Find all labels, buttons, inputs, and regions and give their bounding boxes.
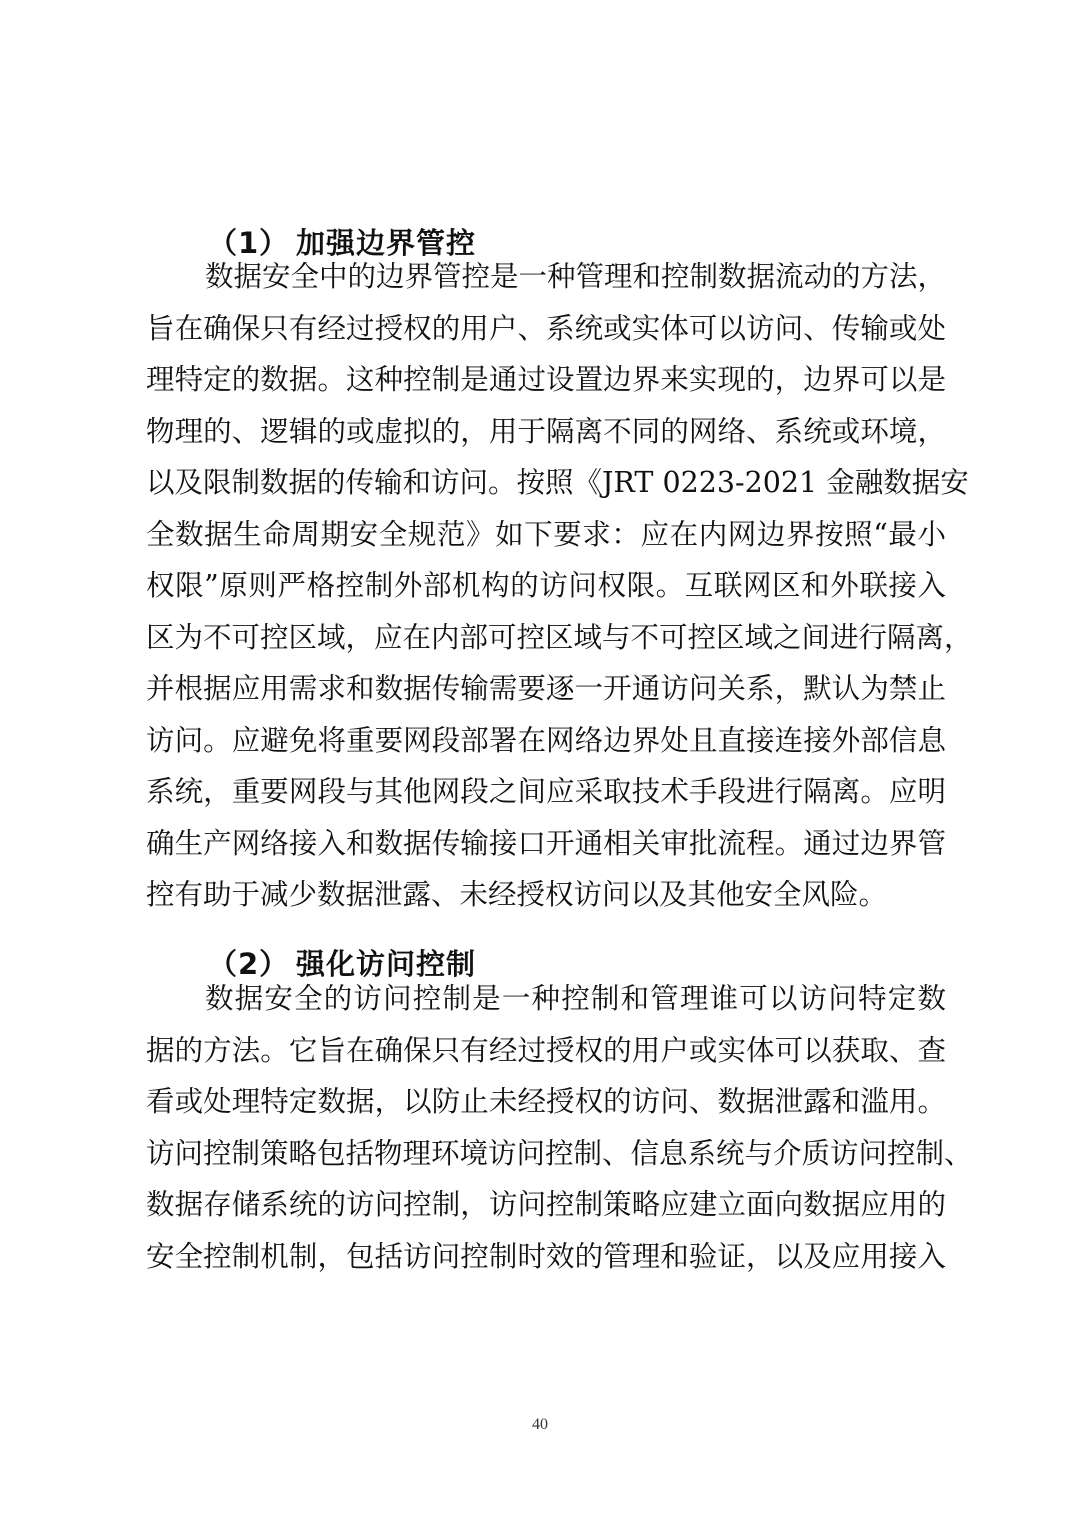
section-2-number: （2）: [208, 947, 290, 982]
paragraph-line: 系统，重要网段与其他网段之间应采取技术手段进行隔离。应明: [146, 775, 946, 808]
paragraph-line: 访问控制策略包括物理环境访问控制、信息系统与介质访问控制、: [146, 1136, 973, 1170]
page-number: 40: [532, 1416, 548, 1433]
paragraph-line: 数据存储系统的访问控制，访问控制策略应建立面向数据应用的: [146, 1188, 946, 1221]
paragraph-line: 以及限制数据的传输和访问。按照《JRT 0223-2021 金融数据安: [146, 466, 969, 499]
paragraph-line: 据的方法。它旨在确保只有经过授权的用户或实体可以获取、查: [146, 1033, 946, 1067]
paragraph-line: 全数据生命周期安全规范》如下要求：应在内网边界按照“最小: [146, 517, 946, 551]
section-1-paragraph: [146, 251, 973, 921]
paragraph-line: 看或处理特定数据，以防止未经授权的访问、数据泄露和滥用。: [146, 1085, 946, 1118]
paragraph-line: 访问。应避免将重要网段部署在网络边界处且直接连接外部信息: [146, 723, 946, 757]
paragraph-line: 安全控制机制，包括访问控制时效的管理和验证，以及应用接入: [146, 1239, 946, 1273]
paragraph-line: 控有助于减少数据泄露、未经授权访问以及其他安全风险。: [146, 878, 888, 911]
paragraph-line: 理特定的数据。这种控制是通过设置边界来实现的，边界可以是: [146, 363, 946, 396]
section-2-paragraph: [146, 973, 973, 1282]
paragraph-line: 数据安全的访问控制是一种控制和管理谁可以访问特定数: [205, 982, 946, 1015]
paragraph-line: 区为不可控区域，应在内部可控区域与不可控区域之间进行隔离，: [146, 620, 973, 654]
section-2-title: 强化访问控制: [296, 947, 477, 982]
paragraph-line: 物理的、逻辑的或虚拟的，用于隔离不同的网络、系统或环境，: [146, 414, 946, 448]
paragraph-line: 旨在确保只有经过授权的用户、系统或实体可以访问、传输或处: [146, 311, 946, 345]
paragraph-line: 权限”原则严格控制外部机构的访问权限。互联网区和外联接入: [146, 569, 946, 602]
section-1-title: 加强边界管控: [296, 226, 477, 261]
paragraph-line: 数据安全中的边界管控是一种管理和控制数据流动的方法，: [205, 260, 947, 293]
paragraph-line: 确生产网络接入和数据传输接口开通相关审批流程。通过边界管: [146, 826, 946, 860]
section-1-number: （1）: [208, 226, 290, 261]
paragraph-line: 并根据应用需求和数据传输需要逐一开通访问关系，默认为禁止: [146, 672, 946, 705]
